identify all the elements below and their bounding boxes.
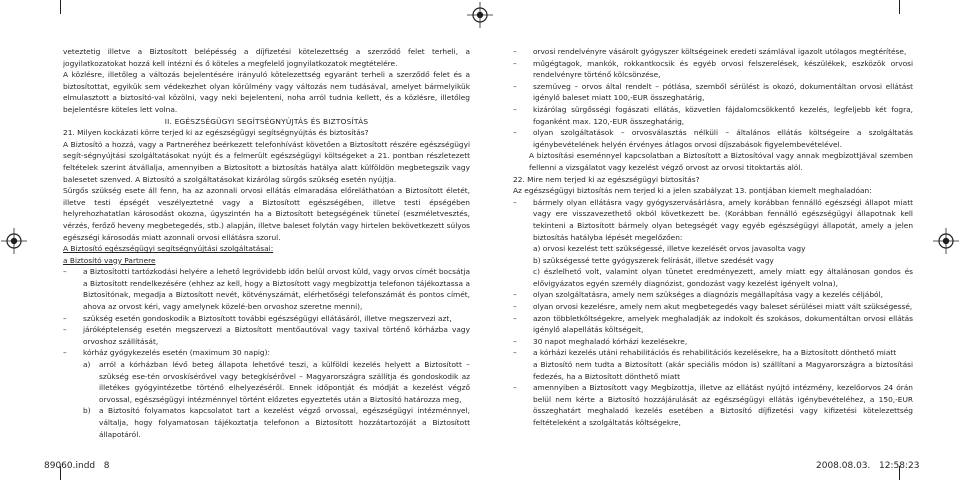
subheading: A Biztosító egészségügyi segítségnyújtási szolgáltatásai: <box>63 244 274 254</box>
paragraph: Sürgős szükség esete áll fenn, ha az azonnali orvosi ellátás elmaradása előreláthatóan a Biztosított életét, illetve testi épségét veszélyeztetné vagy a Biztosított egészségében, illetve testi épségében helyrehozhatatlan károsodást okozna, úgyszintén ha a Biztosított betegségének tüneteí (eszméletvesztés, vérzés, ferőző heveny megbetegedés, stb.) alapján, illetve baleset folytán vagy hirtelen bekövetkezett súlyos egészségi károsodás miatt azonnali orvosi ellátásra szorul. <box>63 186 470 242</box>
list-item: b) a Biztosító folyamatos kapcsolatot tart a kezelést végző orvossal, egészségügyi intézménnyel, váltalja, hogy folyamatosan tájékoztatja telefonon a Biztosított hozzátartozóját a Biztosított állapotáról. <box>83 406 470 439</box>
paragraph: veteztetig illetve a Biztosított belépésség a díjfizetési kötelezettség a szerződő felet terheli, a jogyilatkozatokat hozzá kell intézni és ő köteles a megfelelő jognyilatkozatok megtételére. <box>63 47 470 68</box>
paragraph: Az egészségügyi biztosítás nem terjed ki a jelen szabályzat 13. pontjában kiemelt meghaladóan: <box>513 186 872 196</box>
list-item: – szemüveg – orvos által rendelt – pótlása, szemből sérülést is okozó, dokumentáltan orvosi ellátást igénylő baleset miatt 100,-EUR összeghatárig, <box>513 81 913 103</box>
question-heading: 21. Milyen kockázati körre terjed ki az egészségügyi segítségnyújtás és biztosítás? <box>63 128 369 138</box>
question-heading: 22. Mire nem terjed ki az egészségügyi biztosítás? <box>513 174 700 184</box>
crop-mark <box>60 0 61 14</box>
left-text-column <box>63 46 470 440</box>
list-item: a) arról a kórházban lévő beteg állapota lehetővé teszi, a külföldi kezelés helyett a Biztosított – szükség ese-tén orvoskísérővel vagy betegkísérővel – Magyarországra szállítja és gondoskodik az illetékes gyógyintézetbe történő elhelyezéséről. Ennek időpontját és módját a kezelést végző orvossal, egészségügyi intézménnyel történt előzetes egyeztetés után a Biztosító határozza meg, <box>83 360 470 404</box>
paragraph: A Biztosító a hozzá, vagy a Partneréhez beérkezett telefonhívást követően a Biztosított részére egészségügyi segít-ségnyújtási szolgáltatásokat nyújt és a felmerült egészségügyi költségeket a 21. pontban részletezett feltételek szerint átvállalja, amennyiben a Biztosított a biztosítás hatálya alatt külföldön megbetegszik vagy balesetet szenved. A Biztosító a szolgáltatásokat kizárólag sürgős szükség esetén nyújtja. <box>63 139 470 184</box>
subheading: a Biztosító vagy Partnere <box>63 255 156 265</box>
list-item: – kórház gyógykezelés esetén (maximum 30 napig): <box>63 348 270 358</box>
right-text-column <box>513 46 913 429</box>
registration-crosshair-icon <box>1 228 27 254</box>
list-item: b) szükségessé tette gyógyszerek felírását, illetve szedését vagy <box>533 255 774 265</box>
footer-file-info <box>44 461 109 471</box>
footer-timestamp <box>816 461 919 471</box>
list-item: – a Biztosítotti tartózkodási helyére a lehető legrövidebb időn belül orvost küld, vagy orvos címét bocsátja a Biztosított rendelkezésére (ehhez az kell, hogy a Biztosított vagy megbízottja telefonon tájékoztassa a Biztosítónak, megadja a Biztosított nevét, kötvényszámát, elérhetőségi telefonszámát és pontos címét, ahova az orvost kéri, vagy amelynek közelé-ben orvoshoz szeretne menni), <box>63 267 470 312</box>
list-item: – orvosi rendelvényre vásárolt gyógyszer költségeinek eredeti számlával igazolt utólagos megtérítése, <box>513 47 907 56</box>
paragraph: a Biztosító nem tudta a Biztosított (akár speciális módon is) szállítani a Magyarországra a biztosítási fedezés, ha a Biztosított dönthető miatt <box>533 360 913 381</box>
footer-page-number: 8 <box>103 461 110 471</box>
list-item: a) orvosi kezelést tett szükségessé, illetve kezelését orvos javasolta vagy <box>533 244 806 254</box>
list-item: – olyan szolgáltatásra, amely nem szükséges a diagnózis megállapítása vagy a kezelés céljából, <box>513 290 883 300</box>
section-heading: II. EGÉSZSÉGÜGYI SEGÍTSÉGNYÚJTÁS ÉS BIZTOSÍTÁS <box>164 116 369 126</box>
list-item: – járóképtelenség esetén megszervezi a Biztosított mentőautóval vagy taxival történő kórházba vagy orvoshoz szállítását, <box>63 325 470 346</box>
list-item: – olyan szolgáltatások – orvosválasztás nélküli – általános ellátás költségeire a szolgáltatás igénybevételének helyén érvényes átlagos orvosi díjszabások figyelembevételével. <box>513 128 913 149</box>
list-item: – bármely olyan ellátásra vagy gyógyszervásárlásra, amely korábban fennálló egészségi állapot miatt vagy ere visszavezethető okból következett be. (Korábban fennálló egészségügyi állapotnak kell tekinteni a Biztosított bármely olyan betegségét vagy egyéb egészségügyi állapotát, amely a jelen biztosítás hatályba lépését megelőzően: <box>513 197 913 242</box>
crop-mark <box>899 0 900 14</box>
list-item: – szükség esetén gondoskodik a Biztosított további egészségügyi ellátásáról, illetve megszervezi azt, <box>63 313 452 323</box>
registration-crosshair-icon <box>467 2 493 28</box>
list-item: – azon többletköltségekre, amelyek meghaladják az indokolt és szokásos, dokumentáltan orvosi ellátás igénylő alapellátás költségeit, <box>513 313 913 335</box>
list-item: – a kórházi kezelés utáni rehabilitációs és rehabilitációs kezelésekre, ha a Biztosított dönthető miatt <box>513 348 897 358</box>
paragraph: A közlésre, illetőleg a változás bejelentésére irányuló kötelezettség egyaránt terheli a szerződő felet és a biztosítottat, egyikük sem védekezhet olyan körülmény vagy változás nem tudásával, amelyet bármelyikük elmulasztott a biztosító-val közölni, vagy neki bejelenteni, noha arról tudnia kellett, és a közlésre, illetőleg bejelentésre köteles lett volna. <box>63 70 470 114</box>
list-item: – amennyiben a Biztosított vagy Megbízottja, illetve az ellátást nyújtó intézmény, kezelőorvos 24 órán belül nem kérte a Biztosító hozzájárulását az egészségügyi ellátás igénybevételéhez, a 150,-EUR összeghatárt meghaladó kezelés esetében a Biztosító díjfizetési vagy kifizetési kötelezettség feltételeként a szolgáltatás költségekre, <box>513 383 913 427</box>
list-item: – olyan orvosi kezelésre, amely nem akut megbetegedés vagy baleset sérülései miatt vált szükségessé, <box>513 302 913 312</box>
list-item: – 30 napot meghaladó kórházi kezelésekre, <box>513 336 688 346</box>
footer-time: 12:58:23 <box>879 461 920 471</box>
registration-crosshair-icon <box>933 228 959 254</box>
list-item: c) észlelhető volt, valamint olyan tünetet eredményezett, amely miatt egy általánosan gondos és elővigyázatos egyén személy diagnózist, gondozást vagy kezelést igényelt volna), <box>533 267 913 288</box>
list-item: – műgégtagok, mankók, rokkantkocsik és egyéb orvosi felszerelések, készülékek, eszközök orvosi rendelvényre történő kölcsönzése, <box>513 58 913 80</box>
paragraph: A biztosítási eseménnyel kapcsolatban a Biztosított a Biztosítóval vagy annak megbízottjával szemben fellenni a vizsgálatot vagy kezelést végző orvost az orvosi titoktartás alól. <box>529 151 913 172</box>
footer-date: 2008.08.03. <box>816 461 871 471</box>
list-item: – kizárólag sürgősségi fogászati ellátás, közvetlen fájdalomcsökkentő kezelés, legfeljebb két fogra, foganként max. 120,-EUR összeghatárig, <box>513 104 913 126</box>
footer-filename: 89060.indd <box>44 461 96 471</box>
